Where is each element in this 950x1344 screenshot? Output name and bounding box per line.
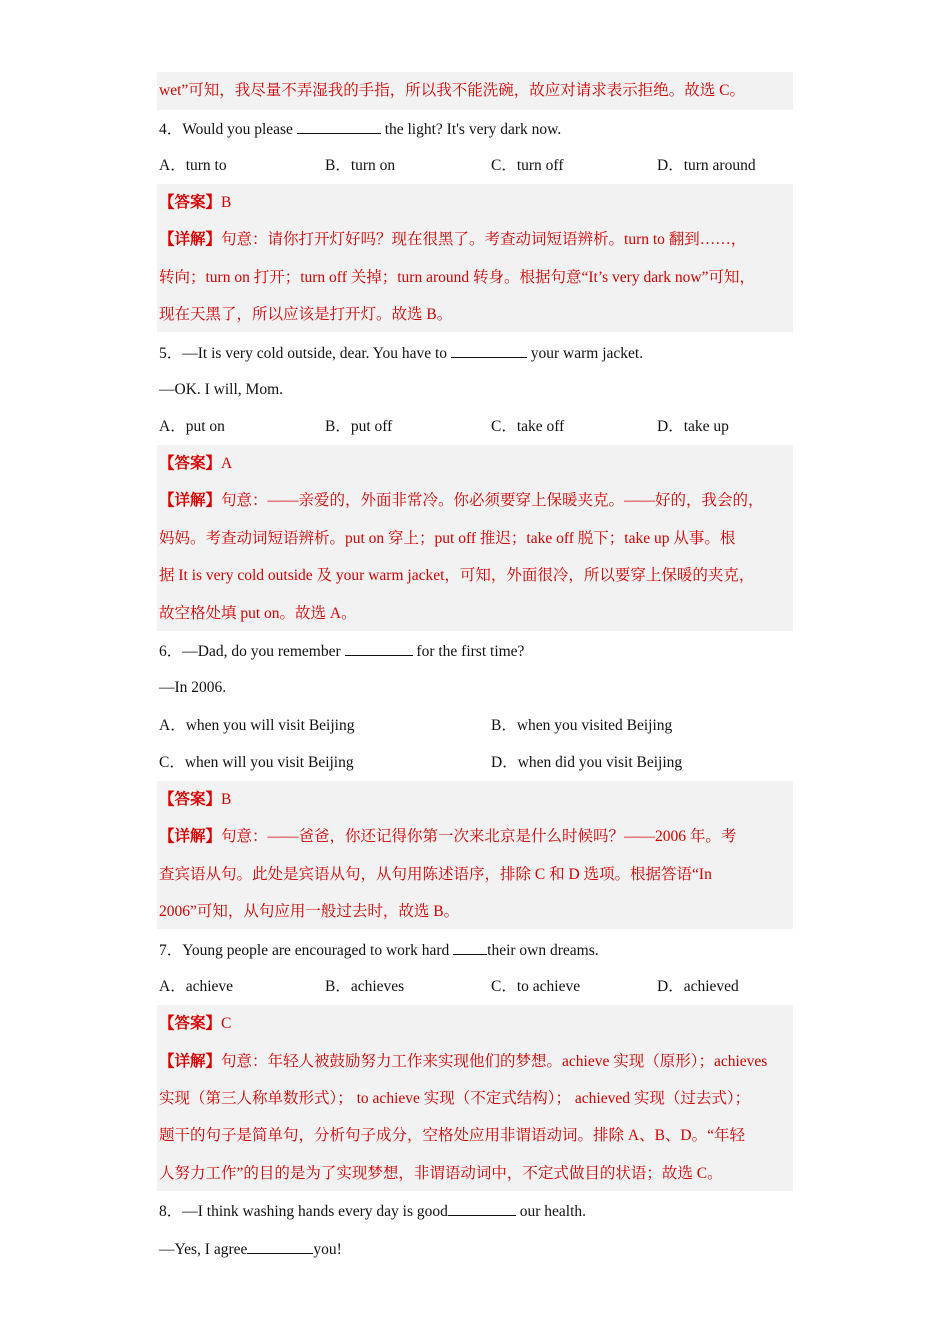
q6-explanation-line-2: 查宾语从句。此处是宾语从句，从句用陈述语序，排除 C 和 D 选项。根据答语“In (159, 866, 712, 883)
answer-blank (453, 940, 487, 955)
q6-explanation-line-1: 【详解】句意：——爸爸，你还记得你第一次来北京是什么时候吗？——2006 年。考 (159, 828, 737, 845)
q7-option-b: B．achieves (325, 978, 405, 995)
q5-option-a: A．put on (159, 418, 225, 435)
q5-option-b: B．put off (325, 418, 393, 435)
q7-option-c: C．to achieve (491, 978, 581, 995)
q7-option-a: A．achieve (159, 978, 234, 995)
q6-option-c: C．when will you visit Beijing (159, 754, 354, 771)
question-4-stem: 4．Would you please the light? It's very dark now. (159, 121, 562, 138)
q7-explanation-line-4: 人努力工作”的目的是为了实现梦想，非谓语动词中，不定式做目的状语；故选 C。 (159, 1165, 723, 1182)
answer-blank (247, 1239, 313, 1254)
q4-option-d: D．turn around (657, 157, 756, 174)
q4-explanation-line-3: 现在天黑了，所以应该是打开灯。故选 B。 (159, 306, 453, 323)
question-8-stem: 8．—I think washing hands every day is good our health. (159, 1203, 587, 1220)
q5-explanation-line-1: 【详解】句意：——亲爱的，外面非常冷。你必须要穿上保暖夹克。——好的，我会的， (159, 492, 764, 509)
q6-option-b: B．when you visited Beijing (491, 717, 673, 734)
answer-blank (297, 119, 381, 134)
q5-answer: 【答案】A (159, 455, 233, 472)
q6-option-a: A．when you will visit Beijing (159, 717, 355, 734)
explanation-continuation: wet”可知，我尽量不弄湿我的手指，所以我不能洗碗，故应对请求表示拒绝。故选 C。 (159, 82, 745, 99)
q6-answer: 【答案】B (159, 791, 232, 808)
answer-blank (451, 343, 527, 358)
q4-option-a: A．turn to (159, 157, 227, 174)
q7-option-d: D．achieved (657, 978, 739, 995)
q4-option-c: C．turn off (491, 157, 564, 174)
question-5-stem: 5．—It is very cold outside, dear. You have to your warm jacket. (159, 345, 644, 362)
q5-explanation-line-2: 妈妈。考查动词短语辨析。put on 穿上；put off 推迟；take off 脱下；take up 从事。根 (159, 530, 736, 547)
question-6-reply: —In 2006. (159, 679, 227, 696)
q4-answer: 【答案】B (159, 194, 232, 211)
q5-explanation-line-4: 故空格处填 put on。故选 A。 (159, 605, 357, 622)
q4-option-b: B．turn on (325, 157, 396, 174)
question-7-stem: 7．Young people are encouraged to work hard their own dreams. (159, 942, 599, 959)
question-6-stem: 6．—Dad, do you remember for the first time? (159, 643, 525, 660)
question-5-reply: —OK. I will, Mom. (159, 381, 283, 398)
question-8-reply: —Yes, I agree you! (159, 1241, 342, 1258)
q5-explanation-line-3: 据 It is very cold outside 及 your warm jacket，可知，外面很冷，所以要穿上保暖的夹克， (159, 567, 755, 584)
q7-explanation-line-2: 实现（第三人称单数形式）； to achieve 实现（不定式结构）； achieved 实现（过去式）； (159, 1090, 751, 1107)
q5-option-d: D．take up (657, 418, 729, 435)
q7-explanation-line-3: 题干的句子是简单句，分析句子成分，空格处应用非谓语动词。排除 A、B、D。“年轻 (159, 1127, 745, 1144)
q7-explanation-line-1: 【详解】句意：年轻人被鼓励努力工作来实现他们的梦想。achieve 实现（原形）；achieves (159, 1053, 768, 1070)
answer-blank (345, 641, 413, 656)
answer-blank (448, 1201, 516, 1216)
q6-explanation-line-3: 2006”可知，从句应用一般过去时，故选 B。 (159, 903, 460, 920)
q4-explanation-line-1: 【详解】句意：请你打开灯好吗？现在很黑了。考查动词短语辨析。turn to 翻到……， (159, 231, 747, 248)
q7-answer: 【答案】C (159, 1015, 232, 1032)
q5-option-c: C．take off (491, 418, 565, 435)
q6-option-d: D．when did you visit Beijing (491, 754, 683, 771)
q4-explanation-line-2: 转向；turn on 打开；turn off 关掉；turn around 转身。根据句意“It’s very dark now”可知， (159, 269, 755, 286)
